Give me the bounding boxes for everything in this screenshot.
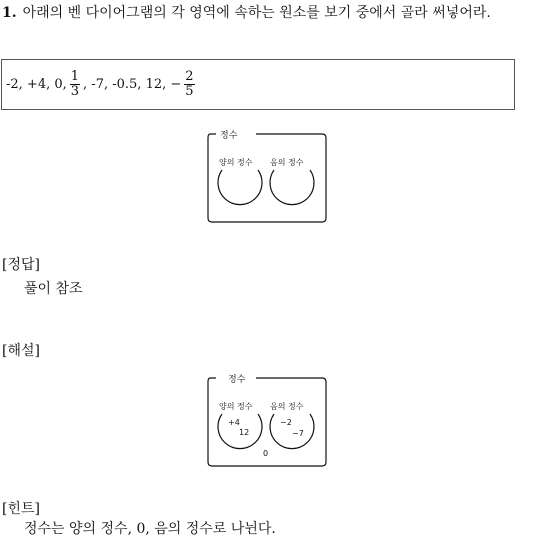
negative-label: 음의 정수 (270, 402, 304, 411)
negative-label: 음의 정수 (270, 158, 304, 167)
positive-label: 양의 정수 (219, 158, 253, 167)
hint-text: 정수는 양의 정수, 0, 음의 정수로 나뉜다. (24, 521, 276, 537)
positive-item: 12 (239, 428, 250, 437)
positive-circle (218, 170, 262, 205)
example-middle: , -7, -0.5, 12, − (83, 77, 182, 92)
fraction-two-fifths (184, 70, 194, 99)
venn-diagram-answer (206, 370, 330, 470)
universe-rect (208, 134, 326, 222)
outside-item: 0 (263, 449, 269, 458)
negative-item: −7 (292, 429, 304, 438)
negative-circle (270, 170, 314, 205)
question-number: 1. (2, 5, 17, 21)
positive-label: 양의 정수 (219, 402, 253, 411)
negative-item: −2 (280, 418, 292, 427)
answer-label: [정답] (2, 257, 40, 273)
hint-label: [힌트] (2, 501, 40, 517)
venn-diagram-question (206, 126, 330, 226)
answer-text: 풀이 참조 (24, 281, 83, 297)
example-box (1, 59, 515, 110)
example-prefix: -2, +4, 0, (6, 77, 67, 92)
venn-title: 정수 (228, 375, 246, 385)
fraction-numerator: 2 (185, 69, 194, 84)
question (2, 2, 530, 24)
fraction-denominator: 5 (185, 84, 194, 99)
fraction-one-third (70, 70, 80, 99)
positive-item: +4 (228, 418, 240, 427)
fraction-denominator: 3 (70, 84, 80, 99)
venn-title: 정수 (220, 131, 238, 141)
question-text: 아래의 벤 다이어그램의 각 영역에 속하는 원소를 보기 중에서 골라 써넣어라. (22, 5, 491, 21)
explanation-label: [해설] (2, 343, 40, 359)
fraction-numerator: 1 (70, 69, 80, 84)
